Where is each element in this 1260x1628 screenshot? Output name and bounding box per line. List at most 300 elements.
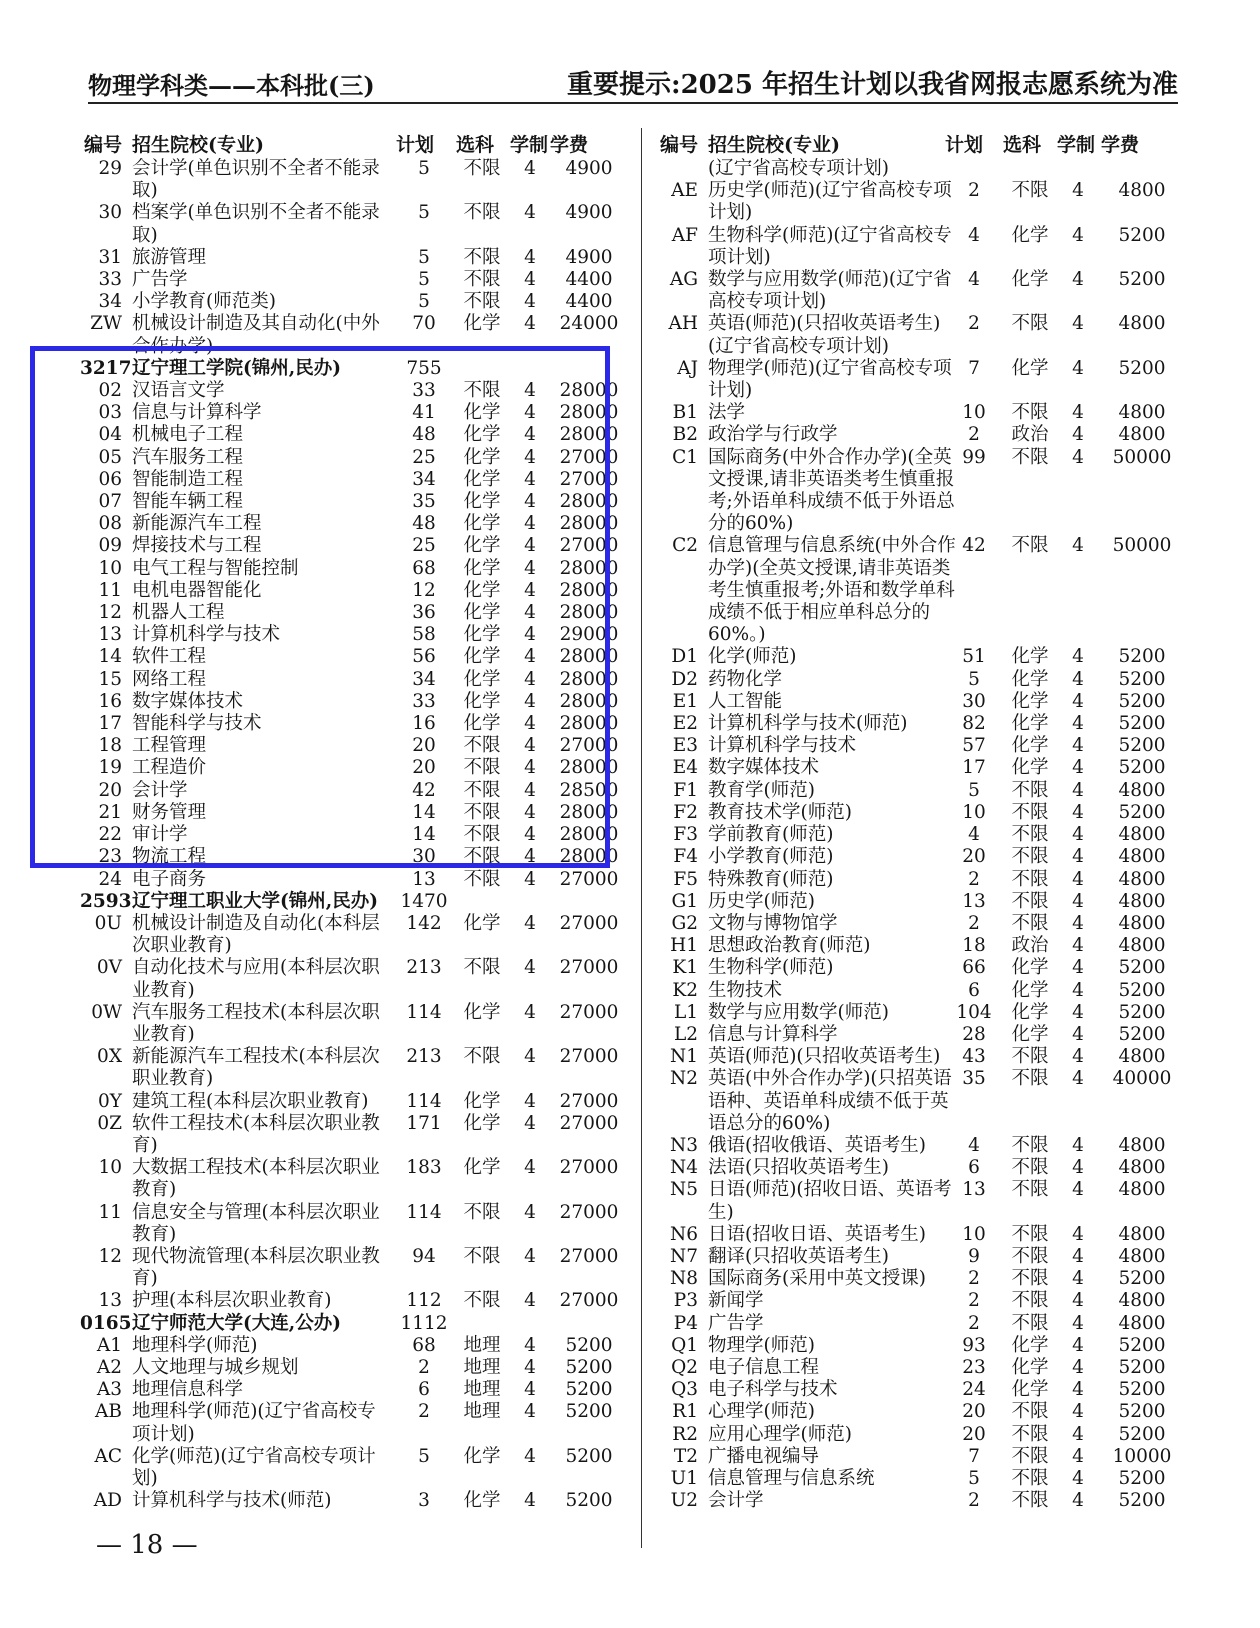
entry-years: 4	[524, 1157, 536, 1179]
entry-fee: 4400	[565, 269, 613, 291]
entry-years: 4	[524, 602, 536, 624]
entry-code: 08	[98, 513, 122, 535]
entry-name: 会计学	[708, 1490, 764, 1512]
entry-subject: 化学	[463, 1445, 501, 1467]
entry-years: 4	[1072, 713, 1084, 735]
entry-code: AB	[95, 1401, 122, 1423]
entry-subject: 化学	[1011, 1334, 1049, 1356]
entry-subject: 化学	[463, 624, 501, 646]
entry-subject: 不限	[463, 291, 501, 313]
entry-plan: 2	[968, 1312, 980, 1334]
entry-fee: 28000	[559, 579, 619, 601]
entry-subject: 不限	[1011, 846, 1049, 868]
entry-years: 4	[524, 557, 536, 579]
highlight-box	[30, 346, 610, 868]
entry-subject: 不限	[463, 1201, 501, 1223]
entry-years: 4	[524, 1445, 536, 1467]
entry-years: 4	[1072, 1445, 1084, 1467]
entry-code: 09	[98, 535, 122, 557]
entry-fee: 5200	[1118, 1001, 1166, 1023]
entry-fee: 5200	[565, 1334, 613, 1356]
entry-fee: 28000	[559, 402, 619, 424]
entry-subject: 化学	[1011, 646, 1049, 668]
entry-code: K1	[672, 957, 698, 979]
entry-plan: 12	[412, 579, 436, 601]
entry-fee: 5200	[1118, 1490, 1166, 1512]
entry-name: 汉语言文学	[132, 380, 225, 402]
table-row	[80, 869, 632, 891]
entry-years: 4	[1072, 801, 1084, 823]
entry-subject: 不限	[1011, 890, 1049, 912]
entry-subject: 化学	[463, 713, 501, 735]
entry-years: 4	[1072, 224, 1084, 246]
entry-name: 软件工程	[132, 646, 207, 668]
entry-code: N3	[670, 1134, 698, 1156]
entry-fee: 27000	[559, 1290, 619, 1312]
entry-plan: 9	[968, 1245, 980, 1267]
entry-name: 生物技术	[708, 979, 783, 1001]
entry-fee: 5200	[1118, 646, 1166, 668]
entry-subject: 地理	[463, 1356, 501, 1378]
entry-plan: 17	[962, 757, 986, 779]
entry-plan: 5	[968, 668, 980, 690]
entry-years: 4	[1072, 357, 1084, 379]
entry-name: 法语(只招收英语考生)	[708, 1157, 889, 1179]
entry-name: 英语(师范)(只招收英语考生)(辽宁省高校专项计划)	[708, 313, 941, 357]
entry-code: A1	[96, 1334, 122, 1356]
entry-name: 法学	[708, 402, 746, 424]
entry-name: 历史学(师范)	[708, 890, 815, 912]
entry-years: 4	[1072, 1401, 1084, 1423]
table-row	[653, 1313, 1183, 1335]
entry-fee: 5200	[565, 1401, 613, 1423]
entry-subject: 不限	[463, 868, 501, 890]
table-row	[653, 935, 1183, 957]
entry-name: 汽车服务工程	[132, 446, 244, 468]
entry-name: 电子商务	[132, 868, 207, 890]
entry-code: F4	[673, 846, 698, 868]
entry-fee: 27000	[559, 446, 619, 468]
entry-years: 4	[524, 735, 536, 757]
entry-code: 12	[98, 1245, 122, 1267]
entry-code: Q2	[671, 1356, 698, 1378]
entry-years: 4	[524, 1090, 536, 1112]
entry-plan: 33	[412, 690, 436, 712]
entry-years: 4	[1072, 1467, 1084, 1489]
table-row	[80, 1157, 632, 1201]
entry-code: U2	[670, 1490, 698, 1512]
entry-plan: 93	[962, 1334, 986, 1356]
entry-fee: 28000	[559, 668, 619, 690]
table-row	[653, 1246, 1183, 1268]
entry-fee: 28000	[559, 557, 619, 579]
table-row	[653, 691, 1183, 713]
entry-name: 新闻学	[708, 1290, 764, 1312]
entry-name: 学前教育(师范)	[708, 824, 834, 846]
entry-name: 旅游管理	[132, 246, 207, 268]
entry-years: 4	[524, 269, 536, 291]
entry-years: 4	[524, 957, 536, 979]
entry-name: 机械设计制造及其自动化(中外合作办学)	[132, 313, 380, 357]
entry-subject: 化学	[463, 313, 501, 335]
entry-code: 22	[98, 824, 122, 846]
entry-years: 4	[524, 1046, 536, 1068]
entry-name: 药物化学	[708, 668, 783, 690]
entry-years: 4	[524, 779, 536, 801]
entry-years: 4	[524, 868, 536, 890]
entry-plan: 51	[962, 646, 986, 668]
entry-code: E4	[672, 757, 698, 779]
entry-years: 4	[1072, 779, 1084, 801]
entry-name: 物理学(师范)(辽宁省高校专项计划)	[708, 357, 952, 402]
entry-plan: 5	[418, 246, 430, 268]
entry-subject: 不限	[463, 202, 501, 224]
entry-code: AJ	[677, 357, 698, 379]
entry-fee: 4800	[1118, 846, 1166, 868]
entry-fee: 5200	[1118, 801, 1166, 823]
entry-subject: 不限	[463, 801, 501, 823]
entry-subject: 不限	[463, 269, 501, 291]
entry-subject: 不限	[1011, 446, 1049, 468]
entry-fee: 27000	[559, 1090, 619, 1112]
table-row	[80, 913, 632, 957]
entry-code: N5	[670, 1179, 698, 1201]
entry-years: 4	[1072, 868, 1084, 890]
entry-name: 大数据工程技术(本科层次职业教育)	[132, 1157, 380, 1201]
entry-name: 小学教育(师范)	[708, 846, 834, 868]
entry-fee: 5200	[1118, 690, 1166, 712]
entry-name: 辽宁师范大学(大连,公办)	[132, 1312, 341, 1334]
entry-name: 机械设计制造及自动化(本科层次职业教育)	[132, 912, 380, 957]
entry-fee: 5200	[1118, 979, 1166, 1001]
entry-fee: 28000	[559, 380, 619, 402]
entry-plan: 6	[968, 1157, 980, 1179]
entry-code: 19	[98, 757, 122, 779]
entry-years: 4	[524, 446, 536, 468]
entry-name: 地理信息科学	[132, 1379, 244, 1401]
entry-subject: 不限	[463, 1245, 501, 1267]
entry-name: 汽车服务工程技术(本科层次职业教育)	[132, 1001, 380, 1045]
entry-name: 应用心理学(师范)	[708, 1423, 852, 1445]
table-row	[653, 180, 1183, 224]
right-entry-list	[653, 158, 1183, 1512]
entry-subject: 不限	[1011, 1245, 1049, 1267]
table-row	[80, 1357, 632, 1379]
entry-years: 4	[524, 713, 536, 735]
entry-code: K2	[672, 979, 698, 1001]
entry-years: 4	[1072, 690, 1084, 712]
entry-name: 会计学	[132, 779, 188, 801]
entry-subject: 化学	[463, 1001, 501, 1023]
entry-years: 4	[1072, 757, 1084, 779]
entry-subject: 化学	[463, 424, 501, 446]
entry-name: 历史学(师范)(辽宁省高校专项计划)	[708, 180, 952, 224]
entry-subject: 不限	[1011, 1068, 1049, 1090]
entry-subject: 不限	[463, 957, 501, 979]
entry-years: 4	[524, 1201, 536, 1223]
table-row	[653, 1357, 1183, 1379]
entry-name: 人文地理与城乡规划	[132, 1356, 299, 1378]
table-row	[653, 535, 1183, 646]
entry-name: 现代物流管理(本科层次职业教育)	[132, 1245, 380, 1290]
entry-code: 23	[98, 846, 122, 868]
entry-years: 4	[524, 246, 536, 268]
entry-fee: 4800	[1118, 1157, 1166, 1179]
table-row	[653, 891, 1183, 913]
entry-subject: 化学	[1011, 269, 1049, 291]
entry-fee: 4800	[1118, 868, 1166, 890]
entry-fee: 27000	[559, 535, 619, 557]
entry-fee: 4800	[1118, 1312, 1166, 1334]
entry-name: 辽宁理工学院(锦州,民办)	[132, 357, 341, 379]
entry-code: A3	[96, 1379, 122, 1401]
entry-name: 教育学(师范)	[708, 779, 815, 801]
entry-subject: 化学	[1011, 713, 1049, 735]
entry-code: 24	[98, 868, 122, 890]
column-header-row	[80, 128, 632, 158]
table-row	[653, 1224, 1183, 1246]
entry-name: 物理学(师范)	[708, 1334, 815, 1356]
entry-plan: 56	[412, 646, 436, 668]
entry-years: 4	[1072, 180, 1084, 202]
entry-code: F1	[673, 779, 698, 801]
table-row	[653, 447, 1183, 536]
entry-code: 14	[98, 646, 122, 668]
table-row	[653, 225, 1183, 269]
entry-code: 34	[98, 291, 122, 313]
table-row	[653, 869, 1183, 891]
entry-code: 21	[98, 801, 122, 823]
entry-fee: 28000	[559, 846, 619, 868]
entry-years: 4	[1072, 824, 1084, 846]
entry-name: 新能源汽车工程	[132, 513, 262, 535]
entry-years: 4	[1072, 1423, 1084, 1445]
entry-code: 0W	[91, 1001, 122, 1023]
table-row	[653, 1157, 1183, 1179]
entry-fee: 5200	[1118, 1334, 1166, 1356]
entry-code: N2	[670, 1068, 698, 1090]
entry-years: 4	[1072, 1001, 1084, 1023]
column-divider	[641, 128, 642, 1548]
entry-name: 工程管理	[132, 735, 207, 757]
entry-code: L1	[673, 1001, 698, 1023]
entry-name: 英语(中外合作办学)(只招英语语种、英语单科成绩不低于英语总分的60%)	[708, 1068, 952, 1134]
entry-name: 英语(师范)(只招收英语考生)	[708, 1046, 941, 1068]
entry-subject: 不限	[463, 246, 501, 268]
entry-fee: 4800	[1118, 1179, 1166, 1201]
entry-subject: 化学	[1011, 357, 1049, 379]
entry-subject: 化学	[463, 1157, 501, 1179]
entry-plan: 1470	[400, 890, 448, 912]
entry-name: 国际商务(中外合作办学)(全英文授课,请非英语类考生慎重报考;外语单科成绩不低于外语总分的60%)	[708, 446, 955, 535]
entry-subject: 不限	[1011, 1490, 1049, 1512]
entry-plan: 34	[412, 468, 436, 490]
entry-name: 计算机科学与技术	[708, 735, 857, 757]
entry-plan: 24	[962, 1379, 986, 1401]
table-row	[80, 1202, 632, 1246]
page-number: — 18 —	[96, 1530, 198, 1560]
entry-plan: 42	[962, 535, 986, 557]
entry-subject: 化学	[463, 690, 501, 712]
entry-fee: 5200	[565, 1445, 613, 1467]
entry-code: E3	[672, 735, 698, 757]
entry-fee: 5200	[1118, 1401, 1166, 1423]
entry-name: 电机电器智能化	[132, 579, 262, 601]
entry-name: 政治学与行政学	[708, 424, 838, 446]
entry-subject: 化学	[463, 446, 501, 468]
entry-fee: 28000	[559, 602, 619, 624]
entry-code: 06	[98, 468, 122, 490]
col-head-subject: 选科	[456, 134, 495, 156]
entry-subject: 不限	[463, 824, 501, 846]
entry-subject: 化学	[463, 1112, 501, 1134]
entry-code: C2	[672, 535, 698, 557]
entry-years: 4	[1072, 890, 1084, 912]
entry-years: 4	[1072, 313, 1084, 335]
table-row	[653, 1446, 1183, 1468]
entry-fee: 28500	[559, 779, 619, 801]
entry-subject: 不限	[1011, 180, 1049, 202]
entry-fee: 4800	[1118, 912, 1166, 934]
entry-code: 0Y	[98, 1090, 122, 1112]
entry-code: R1	[672, 1401, 698, 1423]
entry-code: P4	[673, 1312, 698, 1334]
entry-subject: 不限	[1011, 1179, 1049, 1201]
entry-years: 4	[1072, 424, 1084, 446]
entry-fee: 27000	[559, 1046, 619, 1068]
entry-fee: 40000	[1112, 1068, 1172, 1090]
entry-plan: 58	[412, 624, 436, 646]
entry-plan: 28	[962, 1023, 986, 1045]
entry-name: 计算机科学与技术(师范)	[708, 713, 908, 735]
entry-years: 4	[1072, 957, 1084, 979]
entry-fee: 27000	[559, 1245, 619, 1267]
entry-years: 4	[524, 1334, 536, 1356]
entry-name: 地理科学(师范)	[132, 1334, 258, 1356]
entry-subject: 化学	[463, 602, 501, 624]
entry-plan: 5	[968, 779, 980, 801]
entry-years: 4	[1072, 269, 1084, 291]
entry-name: 档案学(单色识别不全者不能录取)	[132, 202, 380, 246]
entry-name: 教育技术学(师范)	[708, 801, 852, 823]
col-head-plan: 计划	[945, 134, 984, 156]
entry-code: AD	[93, 1490, 122, 1512]
entry-plan: 104	[956, 1001, 992, 1023]
col-head-code: 编号	[83, 134, 122, 156]
table-row	[80, 1113, 632, 1157]
entry-code: 11	[98, 579, 122, 601]
entry-fee: 5200	[1118, 735, 1166, 757]
entry-years: 4	[524, 824, 536, 846]
entry-plan: 171	[406, 1112, 442, 1134]
table-row	[653, 1024, 1183, 1046]
entry-years: 4	[524, 535, 536, 557]
entry-fee: 5200	[1118, 668, 1166, 690]
entry-years: 4	[524, 801, 536, 823]
table-row	[653, 1268, 1183, 1290]
entry-name: 国际商务(采用中英文授课)	[708, 1268, 926, 1290]
entry-plan: 213	[406, 1046, 442, 1068]
entry-fee: 28000	[559, 757, 619, 779]
entry-code: AH	[668, 313, 698, 335]
entry-years: 4	[524, 424, 536, 446]
entry-plan: 2	[968, 313, 980, 335]
entry-code: ZW	[90, 313, 122, 335]
entry-plan: 30	[412, 846, 436, 868]
entry-name: 信息与计算科学	[708, 1023, 838, 1045]
entry-code: Q3	[671, 1379, 698, 1401]
entry-subject: 不限	[463, 757, 501, 779]
entry-years: 4	[524, 313, 536, 335]
entry-name: 信息管理与信息系统	[708, 1467, 875, 1489]
table-row	[653, 358, 1183, 402]
entry-name: 特殊教育(师范)	[708, 868, 834, 890]
entry-plan: 5	[418, 1445, 430, 1467]
entry-subject: 政治	[1011, 935, 1049, 957]
entry-code: D2	[671, 668, 698, 690]
entry-code: AG	[669, 269, 698, 291]
entry-code: AC	[94, 1445, 122, 1467]
entry-name: 生物科学(师范)	[708, 957, 834, 979]
entry-name: 生物科学(师范)(辽宁省高校专项计划)	[708, 224, 952, 268]
entry-plan: 2	[418, 1356, 430, 1378]
entry-years: 4	[524, 757, 536, 779]
entry-years: 4	[1072, 1268, 1084, 1290]
entry-name: 数学与应用数学(师范)	[708, 1001, 889, 1023]
entry-subject: 地理	[463, 1401, 501, 1423]
entry-plan: 2	[968, 424, 980, 446]
entry-plan: 2	[968, 1290, 980, 1312]
entry-code: 04	[98, 424, 122, 446]
entry-plan: 3	[418, 1490, 430, 1512]
entry-code: 07	[98, 491, 122, 513]
entry-years: 4	[524, 624, 536, 646]
entry-plan: 6	[418, 1379, 430, 1401]
entry-code: 31	[98, 246, 122, 268]
entry-years: 4	[524, 1490, 536, 1512]
entry-code: 30	[98, 202, 122, 224]
entry-plan: 2	[968, 1490, 980, 1512]
entry-name: 智能车辆工程	[132, 491, 244, 513]
entry-name: 计算机科学与技术	[132, 624, 281, 646]
entry-years: 4	[1072, 1379, 1084, 1401]
entry-code: R2	[672, 1423, 698, 1445]
entry-fee: 5200	[565, 1379, 613, 1401]
entry-subject: 不限	[1011, 1134, 1049, 1156]
entry-name: 审计学	[132, 824, 188, 846]
entry-name: 自动化技术与应用(本科层次职业教育)	[132, 957, 380, 1001]
entry-plan: 68	[412, 557, 436, 579]
entry-subject: 化学	[1011, 1379, 1049, 1401]
table-row	[80, 291, 632, 313]
entry-fee: 4800	[1118, 180, 1166, 202]
entry-plan: 114	[406, 1201, 442, 1223]
entry-subject: 不限	[1011, 801, 1049, 823]
table-row	[653, 913, 1183, 935]
entry-fee: 5200	[1118, 1023, 1166, 1045]
entry-plan: 20	[962, 846, 986, 868]
entry-fee: 29000	[559, 624, 619, 646]
entry-years: 4	[524, 1290, 536, 1312]
entry-code: AF	[671, 224, 698, 246]
table-row	[653, 1135, 1183, 1157]
entry-code: 33	[98, 269, 122, 291]
entry-code: G2	[671, 912, 698, 934]
table-row	[653, 158, 1183, 180]
entry-subject: 不限	[463, 735, 501, 757]
entry-plan: 13	[962, 1179, 986, 1201]
header-notice: 重要提示:2025 年招生计划以我省网报志愿系统为准	[566, 70, 1178, 100]
